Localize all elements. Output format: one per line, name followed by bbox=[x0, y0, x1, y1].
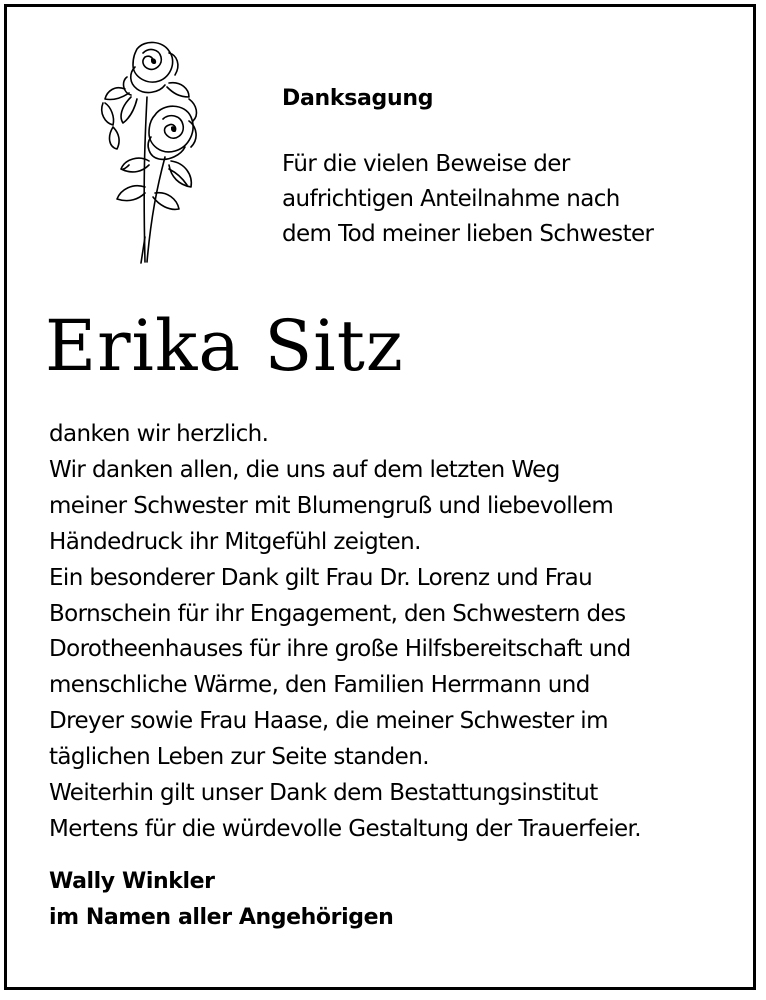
signature-name: Wally Winkler bbox=[49, 869, 215, 894]
heading-danksagung: Danksagung bbox=[282, 86, 434, 111]
signature-subtitle: im Namen aller Angehörigen bbox=[49, 905, 394, 930]
body-text bbox=[49, 417, 749, 848]
intro-line: Für die vielen Beweise der bbox=[282, 151, 570, 177]
intro-line: aufrichtigen Anteilnahme nach bbox=[282, 186, 620, 212]
body-line: Wir danken allen, die uns auf dem letzten Weg bbox=[49, 456, 560, 483]
body-line: menschliche Wärme, den Familien Herrmann und bbox=[49, 672, 590, 699]
rose-icon bbox=[85, 37, 215, 267]
signature-block bbox=[49, 864, 393, 936]
body-line: danken wir herzlich. bbox=[49, 421, 269, 447]
body-line: Bornschein für ihr Engagement, den Schwestern des bbox=[49, 600, 626, 627]
deceased-name: Erika Sitz bbox=[45, 305, 404, 387]
body-line: Mertens für die würdevolle Gestaltung der Trauerfeier. bbox=[49, 815, 642, 842]
body-line: Dreyer sowie Frau Haase, die meiner Schwester im bbox=[49, 708, 608, 735]
body-line: Weiterhin gilt unser Dank dem Bestattungsinstitut bbox=[49, 780, 598, 807]
body-line: täglichen Leben zur Seite standen. bbox=[49, 744, 429, 771]
body-line: Ein besonderer Dank gilt Frau Dr. Lorenz und Frau bbox=[49, 564, 593, 591]
body-line: Dorotheenhauses für ihre große Hilfsbereitschaft und bbox=[49, 636, 631, 663]
body-line: Händedruck ihr Mitgefühl zeigten. bbox=[49, 528, 421, 555]
body-line: meiner Schwester mit Blumengruß und liebevollem bbox=[49, 492, 614, 519]
intro-line: dem Tod meiner lieben Schwester bbox=[282, 221, 654, 247]
obituary-card bbox=[4, 4, 756, 990]
intro-text bbox=[282, 147, 742, 252]
